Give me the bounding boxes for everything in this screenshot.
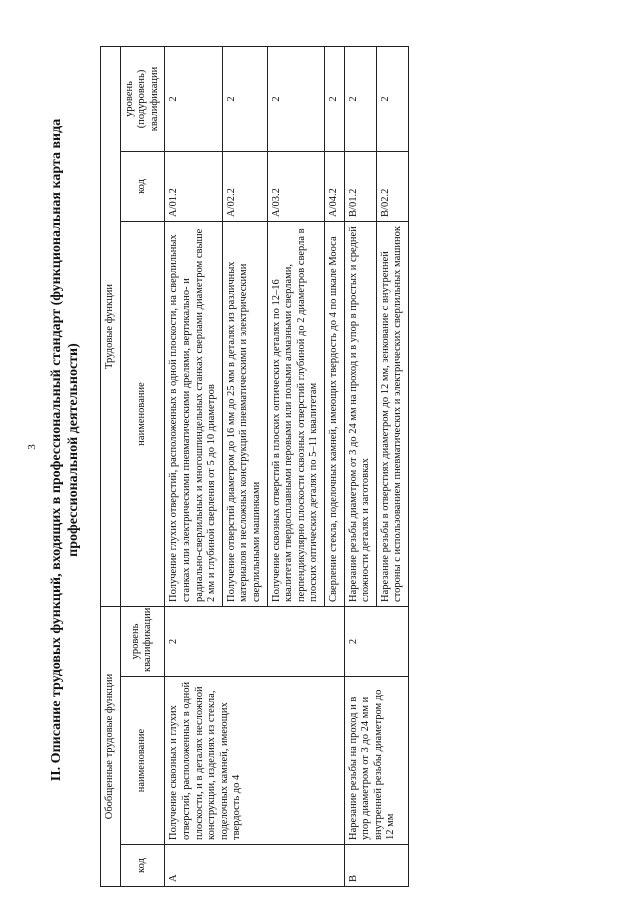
function-code: A/01.2 [165, 151, 222, 221]
header-labor-functions: Трудовые функции [101, 46, 121, 606]
function-name: Получение глухих отверстий, расположенных в одной плоскости, на сверлильных станках или электрическими пневматическими дрелями, вертикально- и радиально-сверлильных и многошпиндельных станках сверлами диаметром свыше 2 мм и глубиной сверления от 5 до 10 диаметров [165, 221, 222, 606]
function-name: Нарезание резьбы в отверстиях диаметром до 12 мм, зенкование с внутренней стороны с использованием пневматических и электрических сверлильных машинок [376, 221, 408, 606]
function-level: 2 [324, 46, 344, 151]
header-gen-code: код [120, 845, 165, 887]
function-level: 2 [267, 46, 324, 151]
header-gen-level: уровень квалификации [120, 606, 165, 676]
function-code: B/01.2 [344, 151, 376, 221]
section-title [48, 15, 82, 885]
header-gen-name: наименование [120, 677, 165, 845]
function-code: A/03.2 [267, 151, 324, 221]
page-number: 3 [26, 444, 38, 450]
function-name: Получение сквозных отверстий в плоских оптических деталях по 12–16 квалитетам твердосплавными перовыми или полыми алмазными сверлами, перпендикулярно плоскости сквозных отверстий глубиной до 2 диаметров сверла в плоских оптических деталях по 5–11 квалитетам [267, 221, 324, 606]
header-generalized-functions: Обобщенные трудовые функции [101, 606, 121, 886]
function-name: Сверление стекла, поделочных камней, имеющих твердость до 4 по шкале Мооса [324, 221, 344, 606]
function-level: 2 [165, 46, 222, 151]
function-code: B/02.2 [376, 151, 408, 221]
group-level: 2 [165, 606, 344, 676]
function-level: 2 [344, 46, 376, 151]
function-code: A/02.2 [222, 151, 267, 221]
function-code: A/04.2 [324, 151, 344, 221]
section-title-line-1: II. Описание трудовых функций, входящих в профессиональный стандарт (функциональная карта вида [49, 118, 64, 782]
header-func-level: уровень (подуровень) квалификации [120, 46, 165, 151]
section-title-line-2: профессиональной деятельности) [66, 343, 81, 557]
functional-map-table [100, 46, 409, 887]
group-name: Нарезание резьбы на проход и в упор диаметром от 3 до 24 мм и внутренней резьбы диаметром до 12 мм [344, 677, 408, 845]
header-func-name: наименование [120, 221, 165, 606]
group-name: Получение сквозных и глухих отверстий, расположенных в одной плоскости, и в деталях несложной конструкции, изделиях из стекла, поделочных камней, имеющих твердость до 4 [165, 677, 344, 845]
header-func-code: код [120, 151, 165, 221]
table-row [344, 46, 376, 886]
group-code: B [344, 845, 408, 887]
table-row [165, 46, 222, 886]
function-level: 2 [222, 46, 267, 151]
function-name: Получение отверстий диаметром до 16 мм до 25 мм в деталях из различных материалов и несложных конструкций пневматическими и электрическими сверлильными машинками [222, 221, 267, 606]
group-level: 2 [344, 606, 408, 676]
function-name: Нарезание резьбы диаметром от 3 до 24 мм на проход и в упор в простых и средней сложности деталях и заготовках [344, 221, 376, 606]
group-code: A [165, 845, 344, 887]
function-level: 2 [376, 46, 408, 151]
